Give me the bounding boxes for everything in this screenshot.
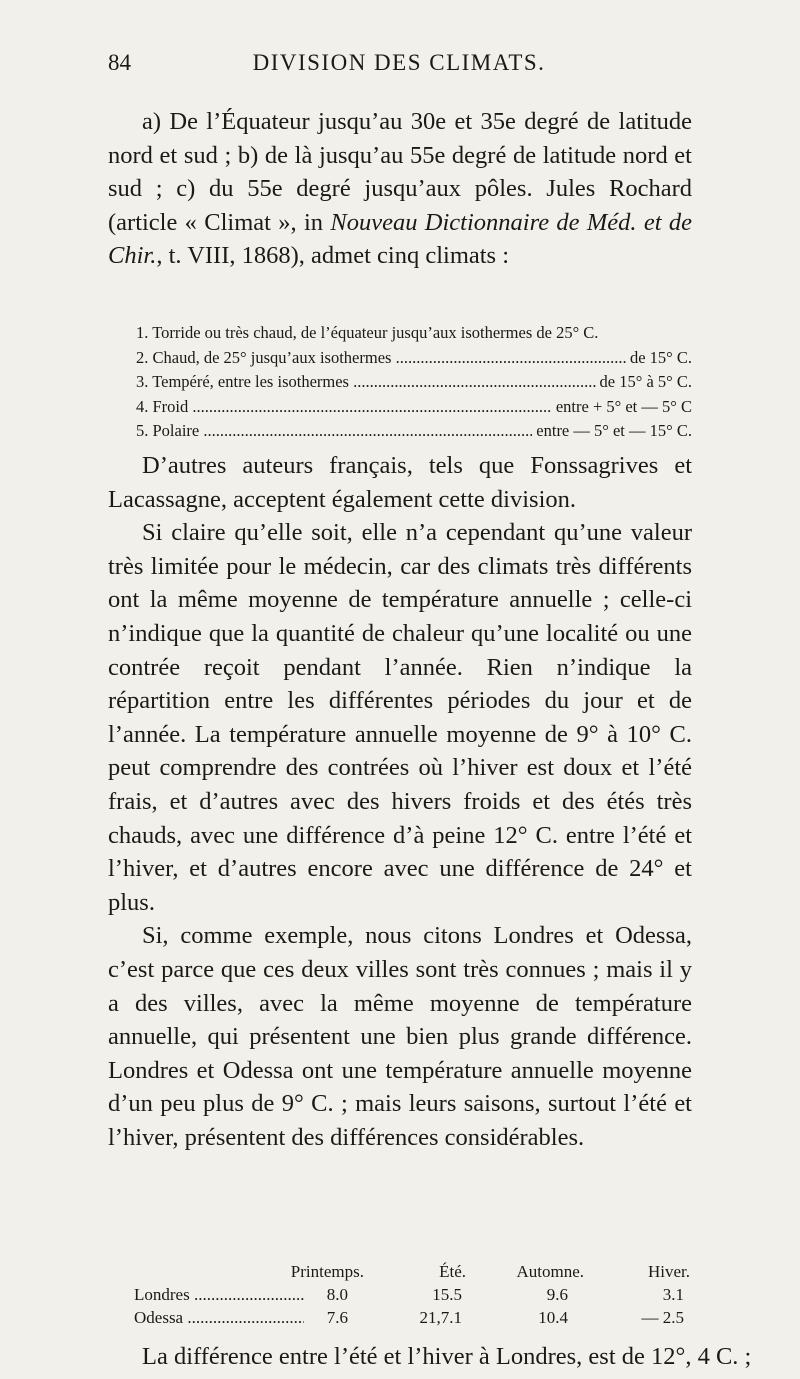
table-cell: 3.1 [662, 1285, 684, 1304]
book-title: Nouveau Dictionnaire de Méd. et de Chir. [108, 208, 692, 270]
climate-list [136, 321, 692, 444]
climate-item [136, 370, 692, 395]
body-text [108, 449, 692, 1154]
running-title: DIVISION DES CLIMATS. [252, 50, 546, 75]
page-header [108, 50, 690, 80]
paragraph-2: D’autres auteurs français, tels que Fonssagrives et Lacassagne, acceptent également cette division. [108, 452, 692, 513]
climate-label [136, 419, 532, 444]
column-header: Printemps. [290, 1262, 364, 1281]
column-header: Hiver. [647, 1262, 690, 1281]
paragraph-1-end: , t. VIII, 1868), admet cinq climats : [156, 242, 510, 270]
climate-item [136, 395, 692, 420]
climate-label-text: 5. Polaire [136, 421, 200, 440]
climate-value: entre — 5° et — 15° C. [536, 421, 692, 440]
table-cell: — 2.5 [641, 1308, 684, 1327]
last-line: La différence entre l’été et l’hiver à Londres, est de 12°, 4 C. ; [142, 1343, 752, 1370]
climate-label-text: 3. Tempéré, entre les isothermes [136, 372, 349, 391]
climate-label [136, 395, 552, 420]
climate-item [136, 346, 692, 371]
climate-label-text: 4. Froid [136, 396, 189, 416]
column-header: Été. [439, 1262, 466, 1281]
table-cell: 7.6 [326, 1308, 348, 1327]
table-row [108, 1285, 692, 1307]
climate-value: entre + 5° et — 5° C [555, 396, 692, 416]
table-cell: 15.5 [432, 1285, 462, 1304]
table-row [108, 1308, 692, 1330]
paragraph-4: Si, comme exemple, nous citons Londres et Odessa, c’est parce que ces deux villes sont très connues ; mais il y a des villes, avec la même moyenne de température annuelle, qui présentent une bien plus grande différence. Londres et Odessa ont une température annuelle moyenne d’un peu plus de 9° C. ; mais leurs saisons, surtout l’été et l’hiver, présentent des différences considérables. [108, 922, 692, 1151]
table-cell: 21,7.1 [419, 1308, 462, 1327]
table-cell: 8.0 [326, 1285, 348, 1304]
climate-label [136, 346, 626, 371]
city-name [134, 1285, 304, 1305]
climate-label [136, 370, 596, 395]
paragraph-3: Si claire qu’elle soit, elle n’a cependant qu’une valeur très limitée pour le médecin, car des climats très différents ont la même moyenne de température annuelle ; celle-ci n’indique que la quantité de chaleur qu’une localité ou une contrée reçoit pendant l’année. Rien n’indique la répartition entre les différentes périodes du jour et de l’année. La température annuelle moyenne de 9° à 10° C. peut comprendre des contrées où l’hiver est doux et l’été frais, et d’autres avec des hivers froids et des étés très chauds, avec une différence d’à peine 12° C. entre l’été et l’hiver, et d’autres encore avec une différence de 24° et plus. [108, 519, 692, 916]
paragraph-climate-zones [108, 105, 692, 273]
climate-item [136, 321, 692, 346]
page-number: 84 [108, 50, 131, 75]
climate-value: de 15° C. [629, 347, 692, 367]
table-header [108, 1262, 692, 1284]
city-name [134, 1308, 304, 1328]
column-header: Automne. [516, 1262, 584, 1281]
climate-label: 1. Torride ou très chaud, de l’équateur jusqu’aux isothermes de 25° C. [136, 323, 599, 342]
climate-value: de 15° à 5° C. [599, 372, 692, 391]
city-name-text: Londres [134, 1285, 190, 1304]
table-cell: 10.4 [538, 1308, 568, 1327]
paragraph-1-text: a) De l’Équateur jusqu’au 30e et 35e degré de latitude nord et sud ; b) de là jusqu’au 55e degré de latitude nord et sud ; c) du 55e degré jusqu’aux pôles. Jules Rochard (article « Climat », in [108, 108, 692, 236]
climate-item [136, 419, 692, 444]
table-cell: 9.6 [546, 1285, 568, 1304]
climate-label-text: 2. Chaud, de 25° jusqu’aux isothermes [136, 347, 392, 367]
city-name-text: Odessa [134, 1308, 184, 1327]
